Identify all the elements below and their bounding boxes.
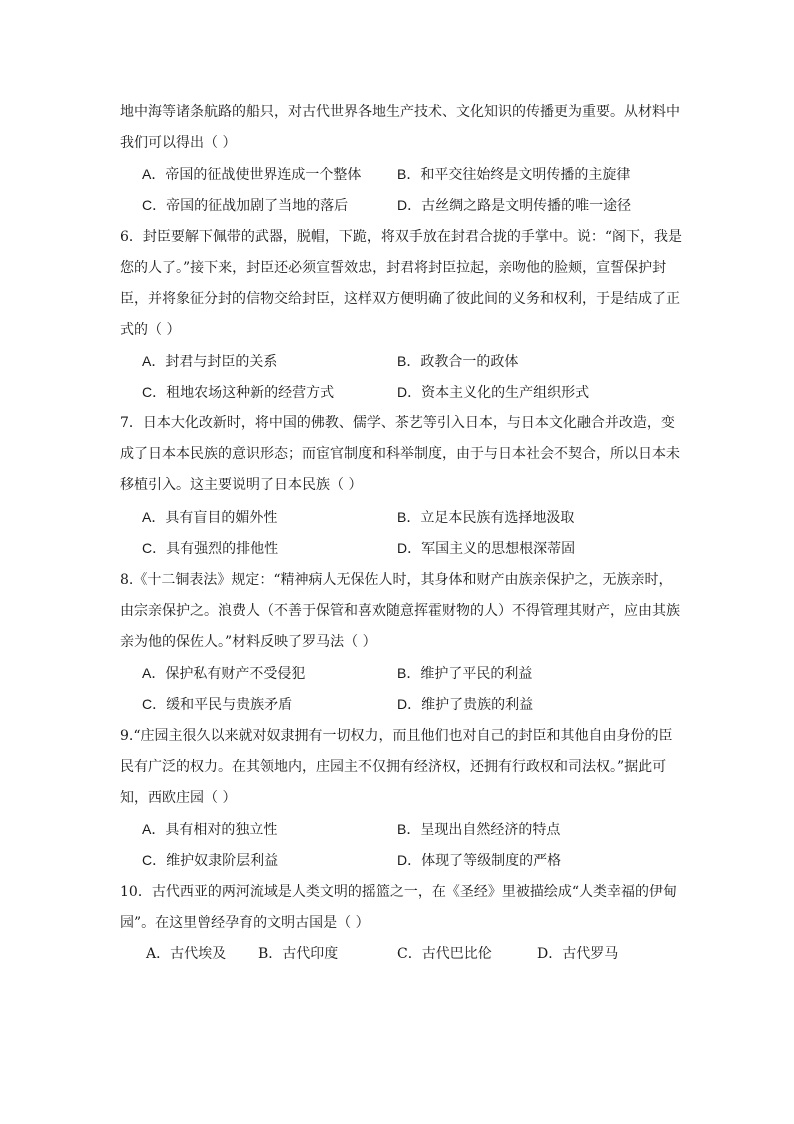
option-a[interactable]: A．具有盲目的媚外性	[142, 509, 278, 526]
option-b[interactable]: B．立足本民族有选择地汲取	[397, 509, 575, 526]
stem-line: 7．日本大化改新时，将中国的佛教、儒学、茶艺等引入日本，与日本文化融合并改造，变	[120, 415, 675, 431]
option-a[interactable]: A．古代埃及	[146, 946, 227, 962]
question-5-options-row-1	[142, 159, 682, 190]
stem-line: 移植引入。这主要说明了日本民族（ ）	[120, 477, 363, 493]
question-6-stem	[120, 222, 682, 346]
option-b[interactable]: B．维护了平民的利益	[397, 665, 533, 682]
question-6-options-row-1	[142, 346, 682, 377]
stem-line: 知，西欧庄园（ ）	[120, 790, 237, 806]
option-b[interactable]: B．古代印度	[258, 946, 339, 962]
question-6-options-row-2	[142, 377, 682, 408]
question-8-options-row-1	[142, 658, 682, 689]
option-a[interactable]: A．封君与封臣的关系	[142, 353, 278, 370]
option-c[interactable]: C．维护奴隶阶层利益	[142, 852, 279, 869]
stem-line: 由宗亲保护之。浪费人（不善于保管和喜欢随意挥霍财物的人）不得管理其财产，应由其族	[120, 603, 680, 619]
stem-line: 臣，并将象征分封的信物交给封臣，这样双方便明确了彼此间的义务和权利，于是结成了正	[120, 291, 680, 307]
stem-line: 园”。在这里曾经孕育的文明古国是（ ）	[120, 915, 370, 931]
option-d[interactable]: D．古代罗马	[537, 946, 619, 962]
option-c[interactable]: C．具有强烈的排他性	[142, 540, 279, 557]
question-7-options-row-2	[142, 533, 682, 564]
question-8-stem	[120, 565, 682, 658]
option-a[interactable]: A．帝国的征战使世界连成一个整体	[142, 166, 362, 183]
question-7-stem	[120, 408, 682, 501]
option-d[interactable]: D．军国主义的思想根深蒂固	[397, 540, 576, 557]
stem-line: 民有广泛的权力。在其领地内，庄园主不仅拥有经济权，还拥有行政权和司法权。”据此可	[120, 759, 667, 775]
stem-line: 9.“庄园主很久以来就对奴隶拥有一切权力，而且他们也对自己的封臣和其他自由身份的臣	[120, 728, 673, 744]
stem-line: 式的（ ）	[120, 322, 181, 338]
question-10-options-row	[146, 939, 686, 970]
option-a[interactable]: A．保护私有财产不受侵犯	[142, 665, 306, 682]
stem-line: 10．古代西亚的两河流域是人类文明的摇篮之一，在《圣经》里被描绘成“人类幸福的伊甸	[120, 884, 677, 900]
stem-line: 8.《十二铜表法》规定：“精神病人无保佐人时，其身体和财产由族亲保护之，无族亲时，	[120, 572, 673, 588]
question-9-options-row-2	[142, 845, 682, 876]
option-b[interactable]: B．呈现出自然经济的特点	[397, 821, 561, 838]
question-8-options-row-2	[142, 689, 682, 720]
question-9-options-row-1	[142, 814, 682, 845]
question-5-options-row-2	[142, 190, 682, 221]
stem-line: 亲为他的保佐人。”材料反映了罗马法（ ）	[120, 634, 377, 650]
question-10-stem	[120, 877, 682, 939]
option-c[interactable]: C．缓和平民与贵族矛盾	[142, 696, 293, 713]
stem-line: 我们可以得出（ ）	[120, 135, 237, 151]
question-7-options-row-1	[142, 502, 682, 533]
stem-line: 地中海等诸条航路的船只，对古代世界各地生产技术、文化知识的传播更为重要。从材料中	[120, 104, 680, 120]
option-d[interactable]: D．资本主义化的生产组织形式	[397, 384, 590, 401]
option-c[interactable]: C．帝国的征战加剧了当地的落后	[142, 197, 349, 214]
option-d[interactable]: D．古丝绸之路是文明传播的唯一途径	[397, 197, 632, 214]
question-5-stem	[120, 97, 682, 159]
stem-line: 您的人了。”接下来，封臣还必须宣誓效忠，封君将封臣拉起，亲吻他的脸颊，宣誓保护封	[120, 260, 667, 276]
option-b[interactable]: B．政教合一的政体	[397, 353, 519, 370]
option-c[interactable]: C．古代巴比伦	[397, 946, 492, 962]
option-b[interactable]: B．和平交往始终是文明传播的主旋律	[397, 166, 631, 183]
stem-line: 成了日本本民族的意识形态；而宦官制度和科举制度，由于与日本社会不契合，所以日本未	[120, 446, 680, 462]
option-c[interactable]: C．租地农场这种新的经营方式	[142, 384, 335, 401]
option-d[interactable]: D．体现了等级制度的严格	[397, 852, 562, 869]
option-a[interactable]: A．具有相对的独立性	[142, 821, 278, 838]
question-9-stem	[120, 721, 682, 814]
option-d[interactable]: D．维护了贵族的利益	[397, 696, 534, 713]
stem-line: 6．封臣要解下佩带的武器，脱帽，下跪，将双手放在封君合拢的手掌中。说：“阁下，我是	[120, 229, 682, 245]
